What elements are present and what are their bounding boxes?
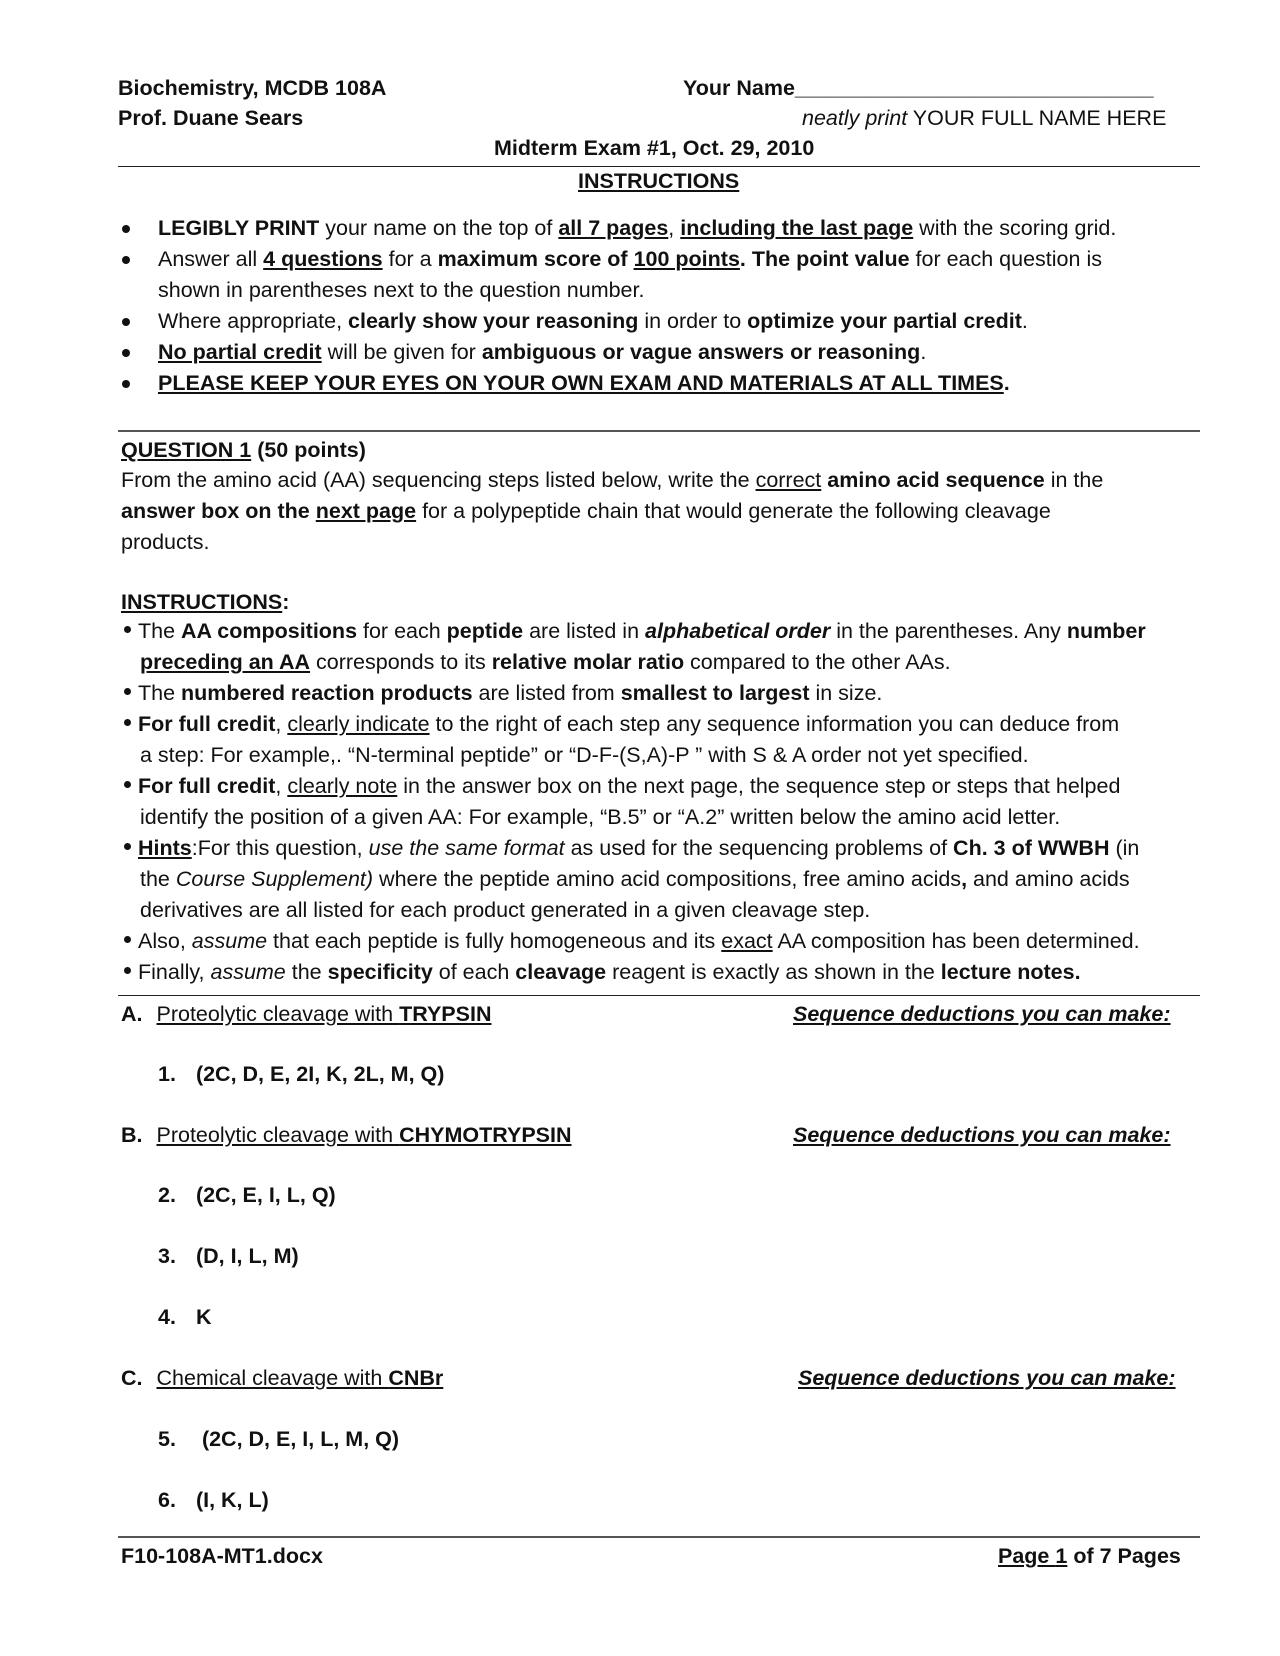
q1-instruction-cont: preceding an AA corresponds to its relative molar ratio compared to the other AAs. <box>140 650 951 674</box>
bullet-icon <box>122 318 130 326</box>
bullet-icon <box>122 349 130 357</box>
section-b-header: B. Proteolytic cleavage with CHYMOTRYPSIN <box>121 1123 572 1147</box>
section-a-header: A. Proteolytic cleavage with TRYPSIN <box>121 1002 492 1026</box>
professor-name: Prof. Duane Sears <box>118 106 304 130</box>
bullet-icon <box>124 626 131 633</box>
product-2: 2. (2C, E, I, L, Q) <box>158 1183 336 1207</box>
q1-instruction-cont: a step: For example,. “N-terminal peptide” or “D-F-(S,A)-P ” with S & A order not yet specified. <box>140 743 1029 767</box>
product-1: 1. (2C, D, E, 2I, K, 2L, M, Q) <box>158 1062 445 1086</box>
q1-instruction: The AA compositions for each peptide are listed in alphabetical order in the parentheses. Any number <box>138 616 1146 647</box>
q1-instruction-cont: identify the position of a given AA: For example, “B.5” or “A.2” written below the amino acid letter. <box>140 805 1061 829</box>
q1-instruction-cont: derivatives are all listed for each product generated in a given cleavage step. <box>140 898 871 922</box>
section-c-header: C. Chemical cleavage with CNBr <box>121 1366 444 1390</box>
bullet-icon <box>124 719 131 726</box>
bullet-icon <box>124 936 131 943</box>
question-title: QUESTION 1 (50 points) <box>121 438 366 462</box>
q1-instruction: For full credit, clearly note in the answer box on the next page, the sequence step or steps that helped <box>138 771 1120 802</box>
q1-instruction-cont: the Course Supplement) where the peptide amino acid compositions, free amino acids, and amino acids <box>140 867 1130 891</box>
your-name-label: Your Name <box>683 76 795 100</box>
q1-instruction: Finally, assume the specificity of each cleavage reagent is exactly as shown in the lecture notes. <box>138 957 1081 988</box>
deductions-label-b: Sequence deductions you can make: <box>793 1123 1171 1147</box>
your-name-field[interactable] <box>683 76 1154 101</box>
footer-filename: F10-108A-MT1.docx <box>121 1544 323 1568</box>
bullet-icon <box>122 256 130 264</box>
header-divider <box>118 166 1200 167</box>
question-intro: products. <box>121 530 210 554</box>
bullet-icon <box>122 380 130 388</box>
product-6: 6. (I, K, L) <box>158 1488 269 1512</box>
page-indicator: Page 1 of 7 Pages <box>998 1544 1181 1568</box>
name-hint-rest: YOUR FULL NAME HERE <box>907 106 1167 130</box>
q1-instruction: Also, assume that each peptide is fully homogeneous and its exact AA composition has been determined. <box>138 926 1140 957</box>
instruction-item: LEGIBLY PRINT your name on the top of all 7 pages, including the last page with the scoring grid. <box>158 216 1116 241</box>
bullet-icon <box>124 843 131 850</box>
name-hint-italic: neatly print <box>802 106 908 130</box>
exam-title: Midterm Exam #1, Oct. 29, 2010 <box>494 136 815 160</box>
section-divider <box>118 995 1200 996</box>
bullet-icon <box>124 967 131 974</box>
question-intro: answer box on the next page for a polypeptide chain that would generate the following cleavage <box>121 499 1051 523</box>
instruction-item-cont: shown in parentheses next to the question number. <box>158 278 645 302</box>
question-intro: From the amino acid (AA) sequencing steps listed below, write the correct amino acid sequence in the <box>121 468 1104 492</box>
instruction-item: Answer all 4 questions for a maximum score of 100 points. The point value for each question is <box>158 247 1102 272</box>
instruction-item: PLEASE KEEP YOUR EYES ON YOUR OWN EXAM AND MATERIALS AT ALL TIMES. <box>158 371 1010 396</box>
product-4: 4. K <box>158 1305 212 1329</box>
section-divider <box>118 430 1200 432</box>
name-blank-line[interactable]: ______________________________ <box>794 76 1154 100</box>
name-hint <box>802 106 1166 131</box>
deductions-label-c: Sequence deductions you can make: <box>798 1366 1176 1390</box>
product-3: 3. (D, I, L, M) <box>158 1244 299 1268</box>
bullet-icon <box>124 781 131 788</box>
q1-instruction: Hints:For this question, use the same format as used for the sequencing problems of Ch. 3 of WWBH (in <box>138 833 1139 864</box>
bullet-icon <box>122 225 130 233</box>
deductions-label-a: Sequence deductions you can make: <box>793 1002 1171 1026</box>
q1-instruction: For full credit, clearly indicate to the right of each step any sequence information you can deduce from <box>138 709 1119 740</box>
instruction-item: Where appropriate, clearly show your reasoning in order to optimize your partial credit. <box>158 309 1028 334</box>
product-5: 5. (2C, D, E, I, L, M, Q) <box>158 1427 400 1451</box>
course-title: Biochemistry, MCDB 108A <box>118 76 387 100</box>
bullet-icon <box>124 688 131 695</box>
q1-instructions-heading: INSTRUCTIONS: <box>121 590 290 614</box>
q1-instruction: The numbered reaction products are listed from smallest to largest in size. <box>138 678 882 709</box>
instruction-item: No partial credit will be given for ambiguous or vague answers or reasoning. <box>158 340 926 365</box>
instructions-heading: INSTRUCTIONS <box>578 169 740 193</box>
footer-divider <box>118 1536 1200 1538</box>
